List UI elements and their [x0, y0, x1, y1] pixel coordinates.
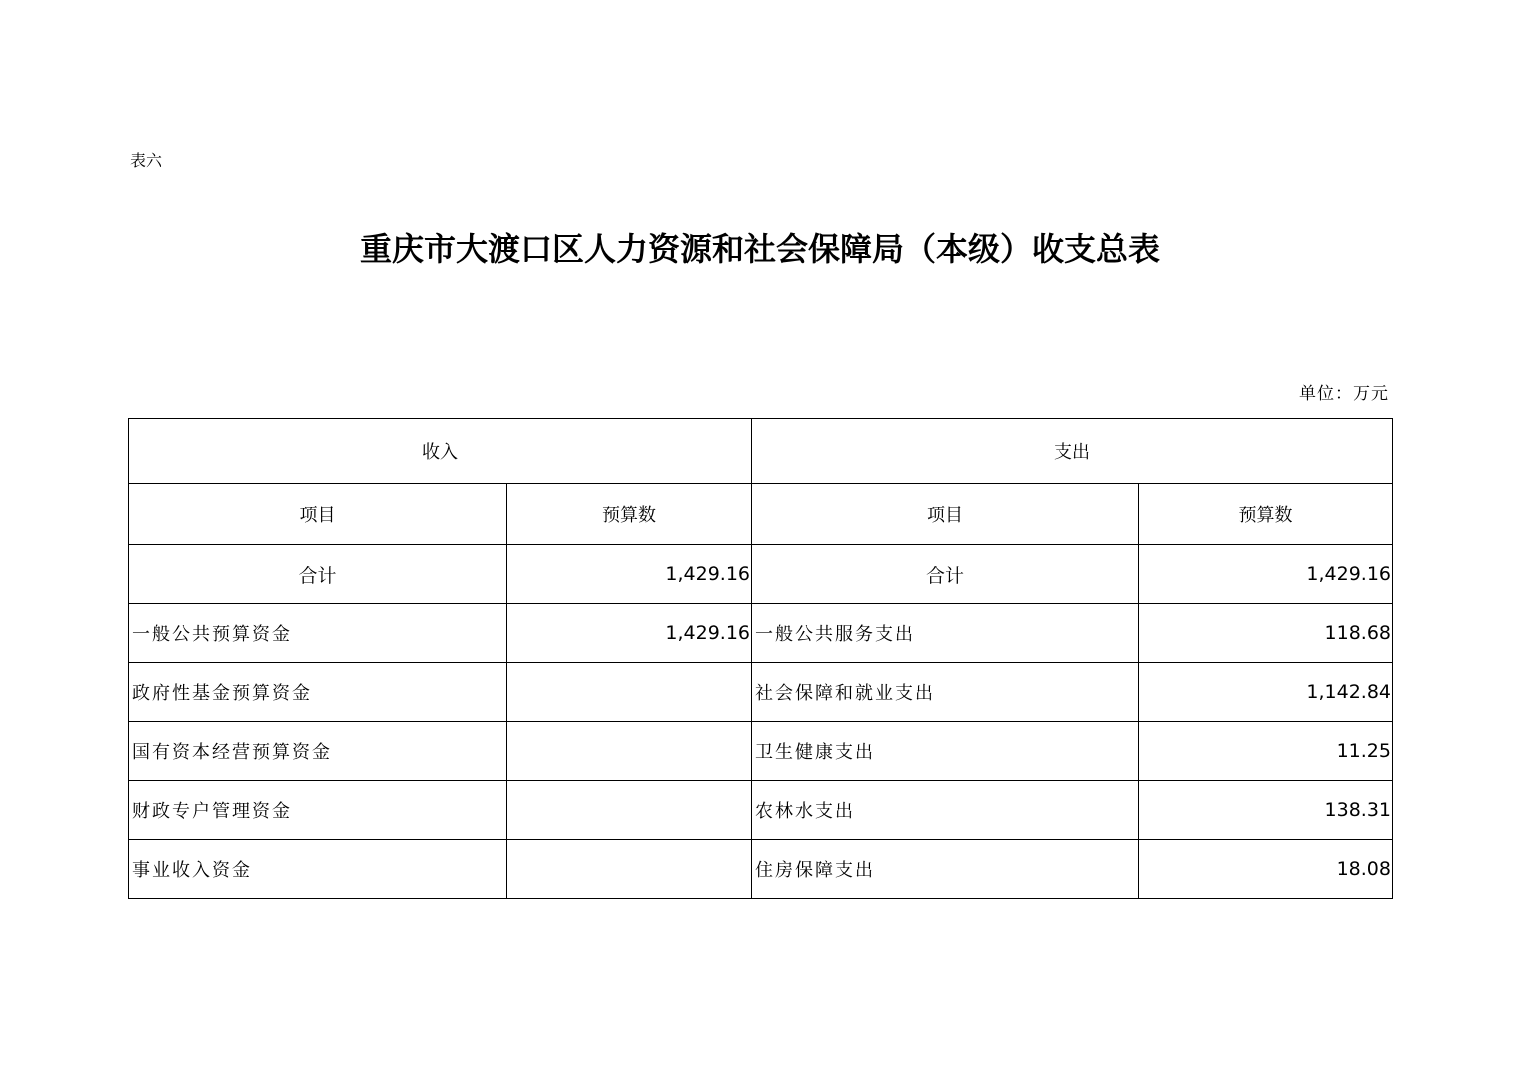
income-item: 财政专户管理资金 — [129, 781, 507, 840]
expense-total-value: 1,429.16 — [1139, 545, 1393, 604]
budget-table — [128, 418, 1393, 899]
expense-total-label: 合计 — [752, 545, 1139, 604]
income-item-header: 项目 — [129, 484, 507, 545]
expense-value: 11.25 — [1139, 722, 1393, 781]
table-header-row — [129, 419, 1393, 484]
expense-value: 18.08 — [1139, 840, 1393, 899]
page-title: 重庆市大渡口区人力资源和社会保障局（本级）收支总表 — [359, 230, 1160, 268]
table-row — [129, 604, 1393, 663]
total-row — [129, 545, 1393, 604]
expense-item-header: 项目 — [752, 484, 1139, 545]
income-value — [507, 840, 752, 899]
unit-label: 单位：万元 — [1299, 384, 1389, 404]
income-item: 政府性基金预算资金 — [129, 663, 507, 722]
expense-item: 卫生健康支出 — [752, 722, 1139, 781]
table-subheader-row — [129, 484, 1393, 545]
table-row — [129, 781, 1393, 840]
income-value — [507, 722, 752, 781]
table-row — [129, 663, 1393, 722]
income-value — [507, 663, 752, 722]
income-total-value: 1,429.16 — [507, 545, 752, 604]
income-value — [507, 781, 752, 840]
income-item: 一般公共预算资金 — [129, 604, 507, 663]
expense-item: 住房保障支出 — [752, 840, 1139, 899]
income-value: 1,429.16 — [507, 604, 752, 663]
table-number: 表六 — [130, 151, 163, 170]
table-row — [129, 840, 1393, 899]
expense-item: 农林水支出 — [752, 781, 1139, 840]
income-budget-header: 预算数 — [507, 484, 752, 545]
income-item: 事业收入资金 — [129, 840, 507, 899]
income-item: 国有资本经营预算资金 — [129, 722, 507, 781]
expense-value: 118.68 — [1139, 604, 1393, 663]
expense-header: 支出 — [752, 419, 1393, 484]
income-total-label: 合计 — [129, 545, 507, 604]
table-row — [129, 722, 1393, 781]
expense-budget-header: 预算数 — [1139, 484, 1393, 545]
income-header: 收入 — [129, 419, 752, 484]
expense-value: 1,142.84 — [1139, 663, 1393, 722]
expense-item: 社会保障和就业支出 — [752, 663, 1139, 722]
expense-item: 一般公共服务支出 — [752, 604, 1139, 663]
expense-value: 138.31 — [1139, 781, 1393, 840]
